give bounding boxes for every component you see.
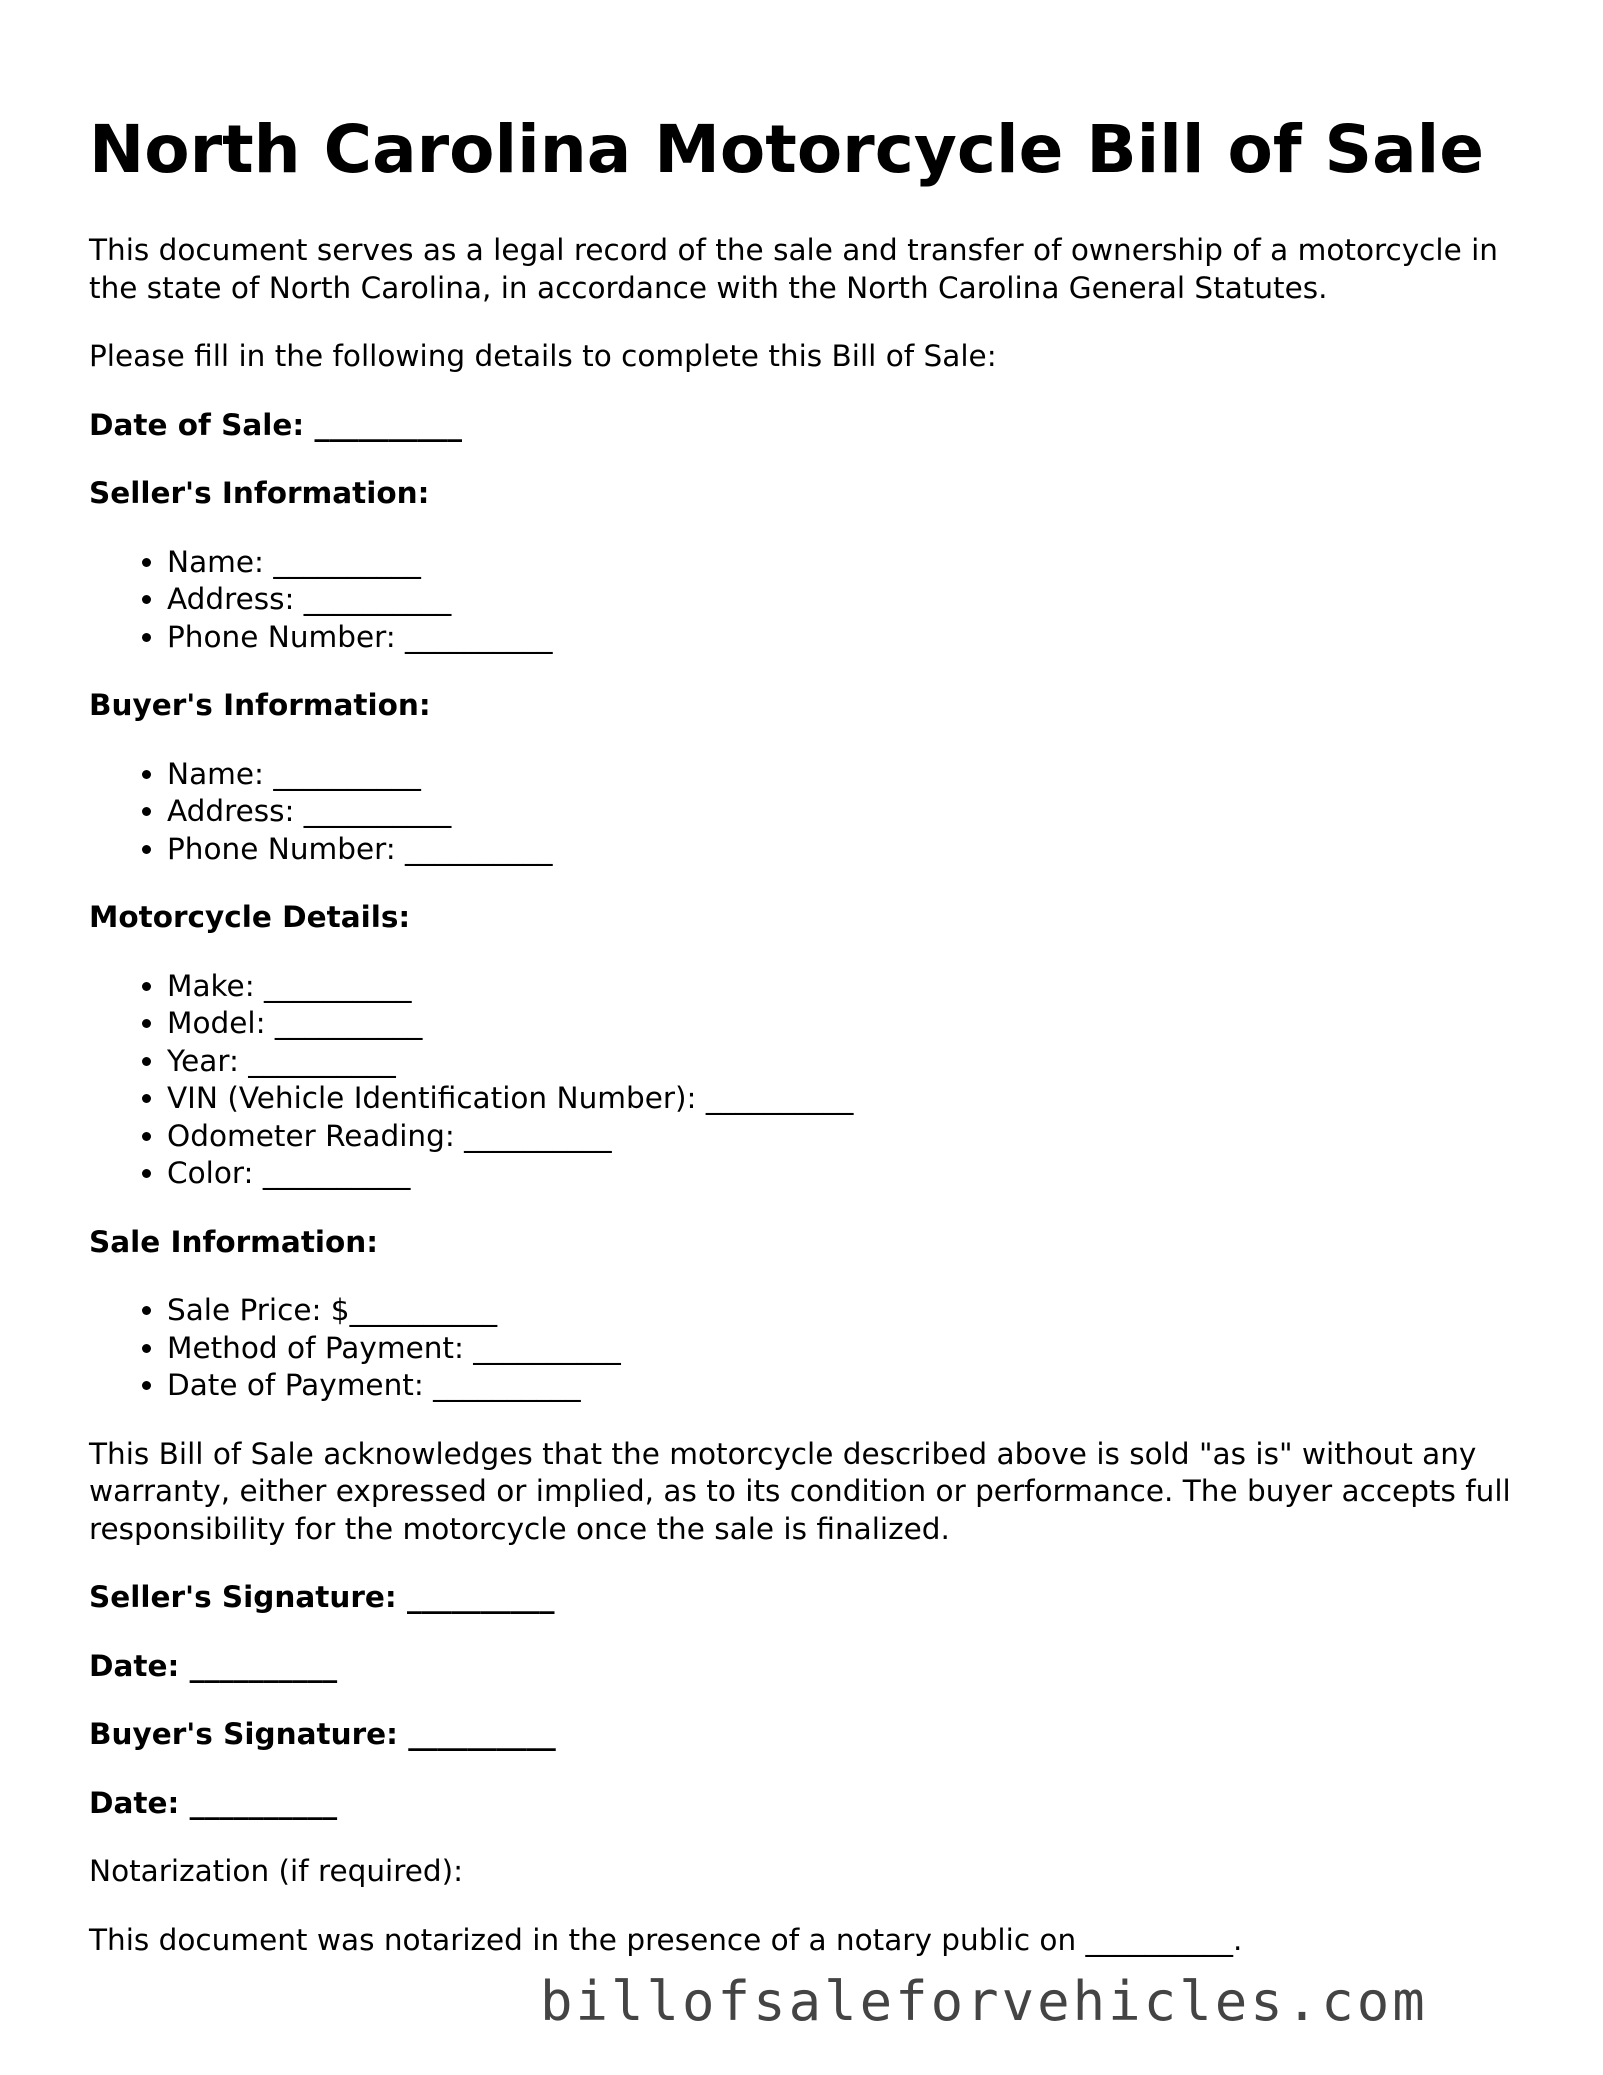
seller-address-field: • Address: __________	[167, 581, 1519, 619]
seller-signature-date-field: Date: __________	[89, 1648, 338, 1683]
document-body	[89, 232, 1519, 1990]
sale-info-heading: Sale Information:	[89, 1224, 379, 1259]
seller-signature-field: Seller's Signature: __________	[89, 1580, 555, 1614]
buyer-phone-field: • Phone Number: __________	[167, 831, 1519, 869]
motorcycle-details-heading: Motorcycle Details:	[89, 900, 411, 934]
buyer-name-field: • Name: __________	[167, 756, 1519, 794]
sale-price-field: • Sale Price: $__________	[167, 1292, 1519, 1330]
intro-paragraph: This document serves as a legal record of the sale and transfer of ownership of a motorcycle in the state of North Carolina, in accordance with the North Carolina General Statutes.	[89, 233, 1498, 305]
buyer-signature-field: Buyer's Signature: __________	[89, 1717, 556, 1751]
buyer-info-list	[89, 756, 1519, 869]
payment-method-field: • Method of Payment: __________	[167, 1330, 1519, 1368]
seller-info-list	[89, 544, 1519, 657]
payment-date-field: • Date of Payment: __________	[167, 1367, 1519, 1405]
seller-info-heading: Seller's Information:	[89, 476, 430, 510]
motorcycle-details-list	[89, 968, 1519, 1193]
instructions-paragraph: Please fill in the following details to complete this Bill of Sale:	[89, 339, 997, 373]
vin-field: • VIN (Vehicle Identification Number): __________	[167, 1080, 1519, 1118]
date-of-sale-field: Date of Sale: __________	[89, 407, 462, 442]
buyer-signature-date-field: Date: __________	[89, 1785, 338, 1820]
document-title: North Carolina Motorcycle Bill of Sale	[89, 111, 1484, 188]
buyer-info-heading: Buyer's Information:	[89, 688, 431, 722]
year-field: • Year: __________	[167, 1043, 1519, 1081]
make-field: • Make: __________	[167, 968, 1519, 1006]
color-field: • Color: __________	[167, 1155, 1519, 1193]
sale-info-list	[89, 1292, 1519, 1405]
buyer-address-field: • Address: __________	[167, 793, 1519, 831]
odometer-field: • Odometer Reading: __________	[167, 1118, 1519, 1156]
notarization-text: This document was notarized in the presence of a notary public on __________.	[89, 1922, 1243, 1957]
notarization-heading: Notarization (if required):	[89, 1854, 464, 1888]
seller-phone-field: • Phone Number: __________	[167, 619, 1519, 657]
site-watermark: billofsaleforvehicles.com	[540, 1970, 1428, 2033]
as-is-statement: This Bill of Sale acknowledges that the motorcycle described above is sold "as is" without any warranty, either expressed or implied, as to its condition or performance. The buyer accepts full responsibility for the motorcycle once the sale is finalized.	[89, 1436, 1511, 1546]
seller-name-field: • Name: __________	[167, 544, 1519, 582]
model-field: • Model: __________	[167, 1005, 1519, 1043]
